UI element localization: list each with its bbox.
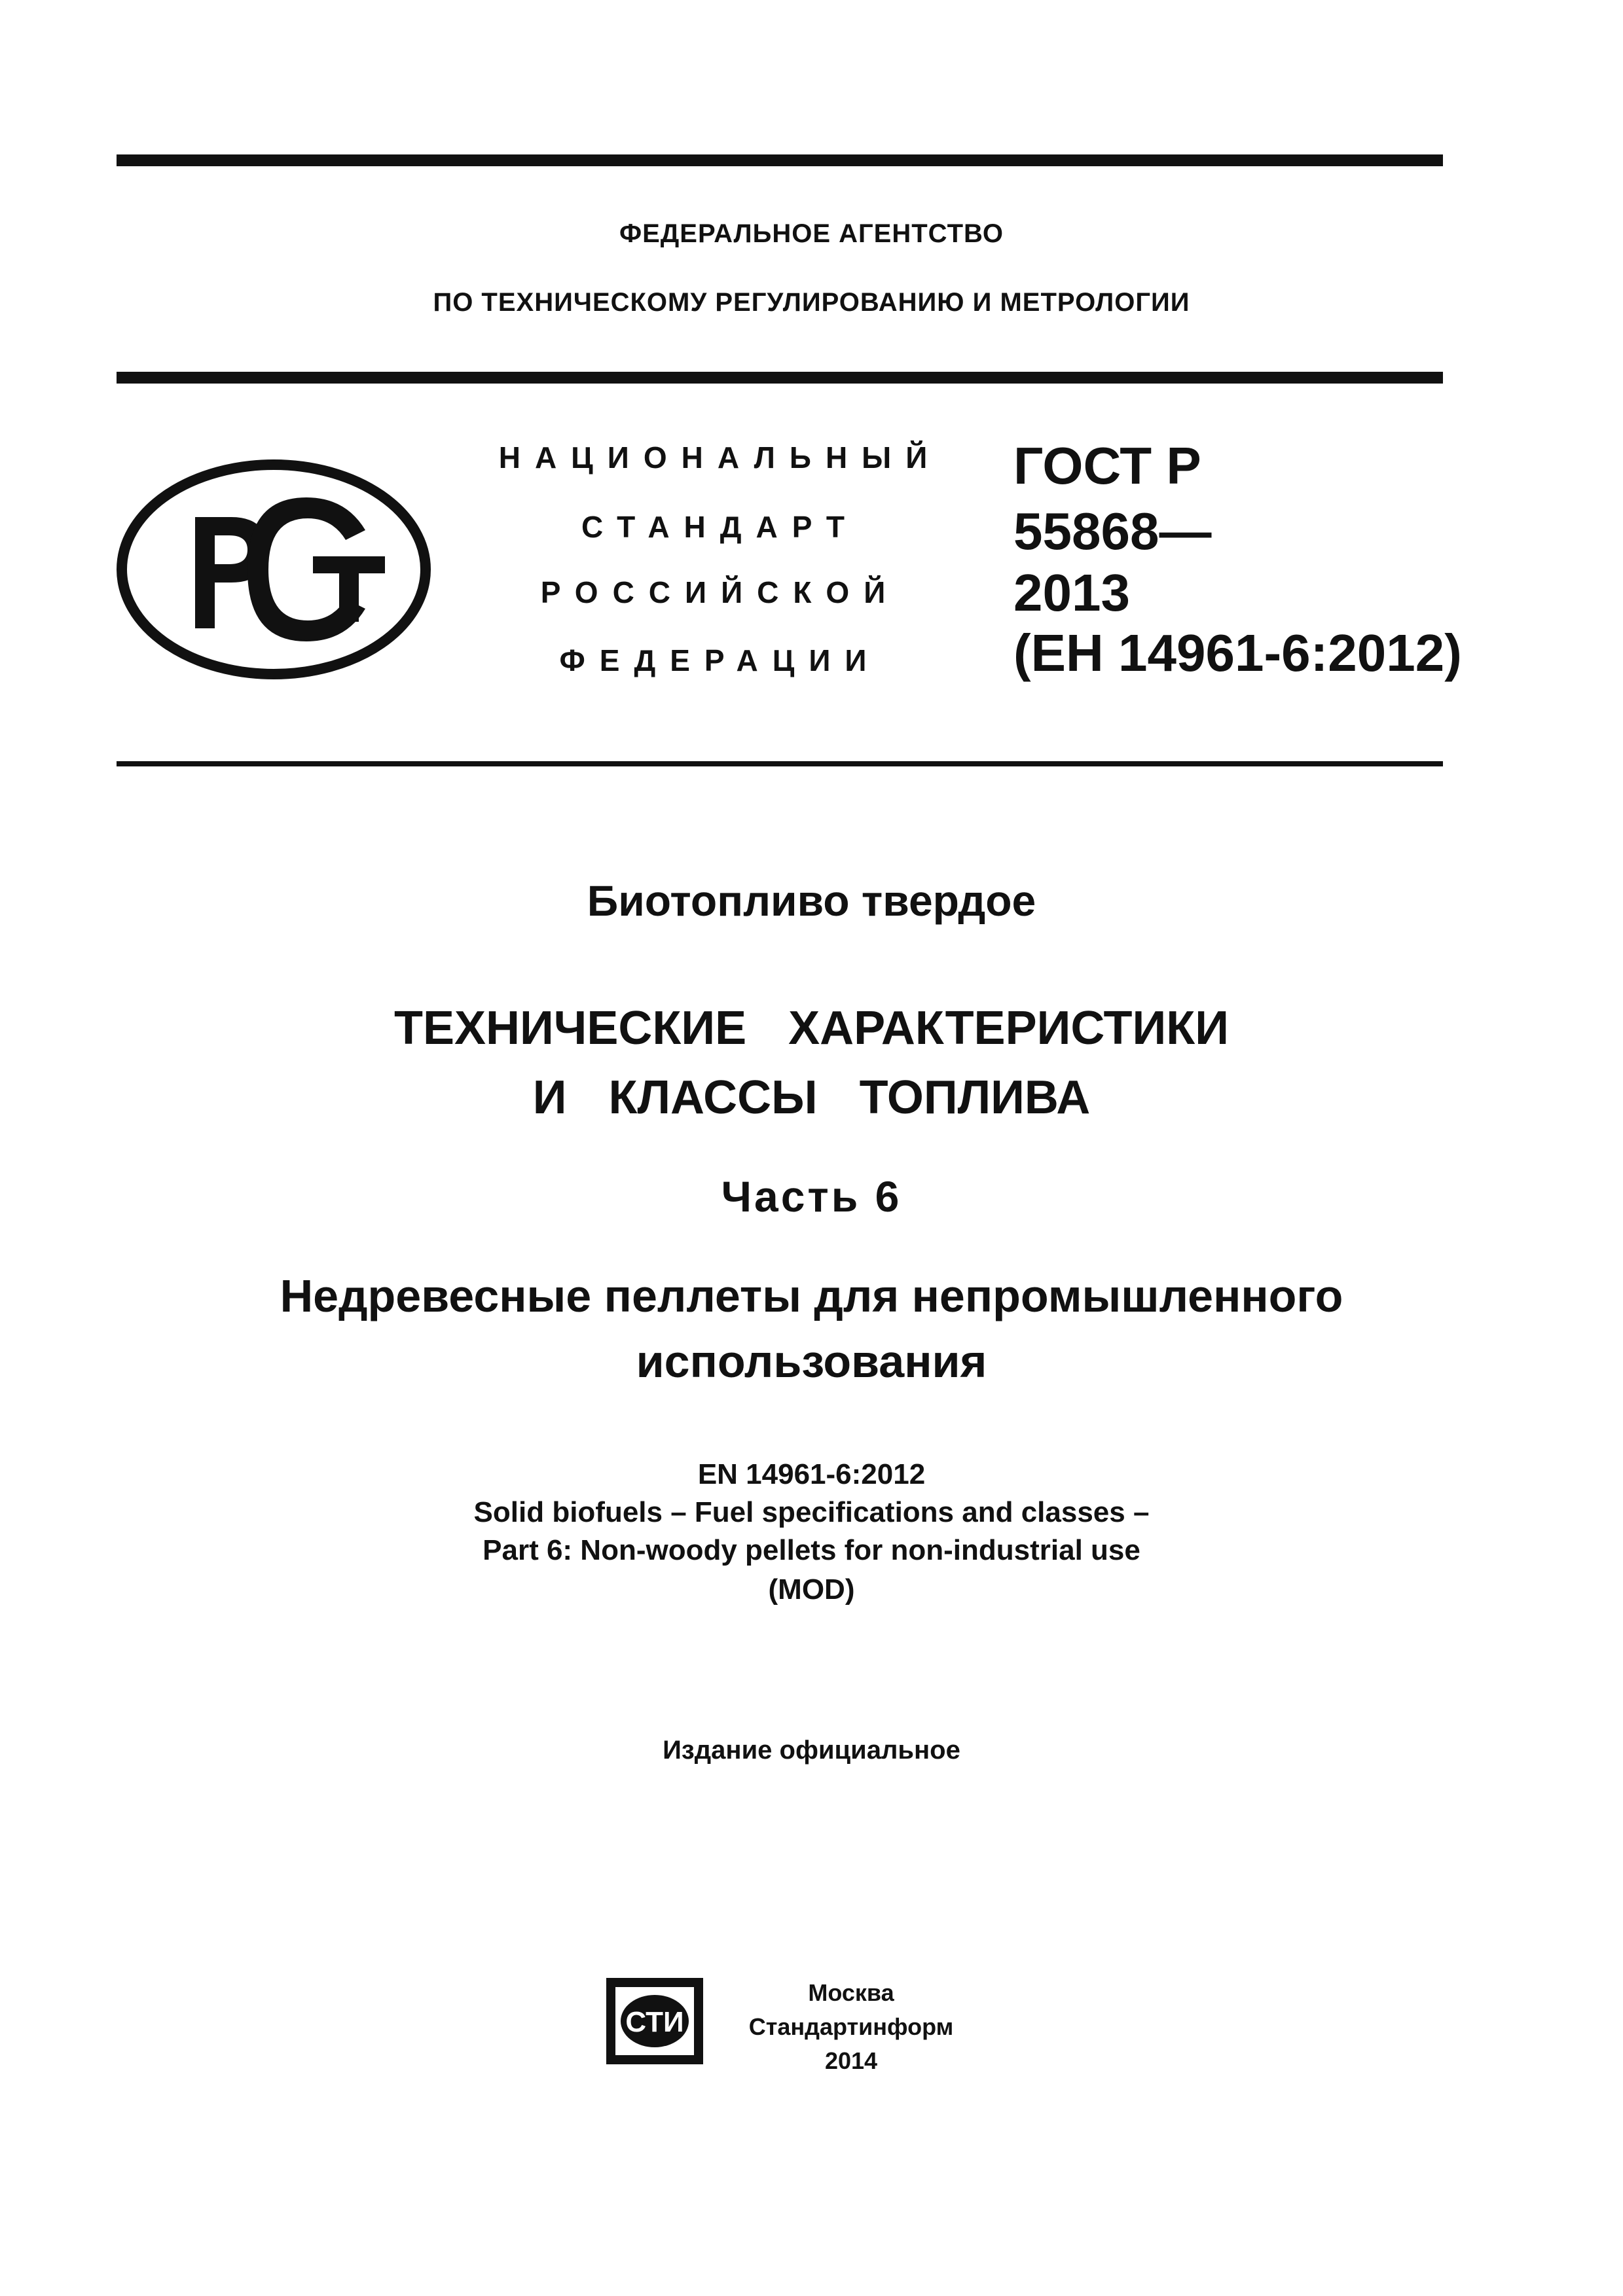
main-title-line-2: И КЛАССЫ ТОПЛИВА [532, 1071, 1091, 1124]
header-rule [117, 372, 1443, 384]
subject-title: Биотопливо твердое [587, 876, 1036, 925]
title-rule [117, 761, 1443, 766]
rst-conformity-mark-icon [117, 458, 431, 681]
publisher-year: 2014 [824, 2047, 878, 2074]
standard-type-line-4: ФЕДЕРАЦИИ [559, 643, 881, 677]
publisher-city: Москва [808, 1979, 894, 2006]
standard-type-line-1: НАЦИОНАЛЬНЫЙ [498, 440, 942, 475]
designation-line-3: 2013 [1013, 564, 1130, 622]
english-line-3: Part 6: Non-woody pellets for non-industrial use [483, 1534, 1140, 1566]
standard-type-line-3: РОССИЙСКОЙ [540, 575, 900, 609]
agency-line-2: ПО ТЕХНИЧЕСКОМУ РЕГУЛИРОВАНИЮ И МЕТРОЛОГИИ [433, 288, 1190, 317]
agency-line-1: ФЕДЕРАЛЬНОЕ АГЕНТСТВО [619, 219, 1004, 248]
designation-line-2: 55868— [1013, 502, 1212, 560]
top-rule [117, 154, 1443, 166]
designation-line-1: ГОСТ Р [1013, 437, 1201, 495]
english-line-4: (MOD) [768, 1573, 855, 1605]
subtitle-line-1: Недревесные пеллеты для непромышленного [280, 1270, 1343, 1321]
english-line-1: EN 14961-6:2012 [697, 1458, 926, 1490]
part-title: Часть 6 [721, 1172, 902, 1221]
publisher-name: Стандартинформ [748, 2013, 954, 2040]
main-title-line-1: ТЕХНИЧЕСКИЕ ХАРАКТЕРИСТИКИ [394, 1002, 1229, 1054]
publisher-logo-text: СТИ [625, 2006, 684, 2038]
standard-type-line-2: СТАНДАРТ [581, 510, 859, 544]
designation-line-4: (ЕН 14961-6:2012) [1013, 624, 1462, 682]
logo-text: РСТ [117, 458, 118, 459]
edition-label: Издание официальное [663, 1736, 960, 1765]
standartinform-logo-icon [602, 1971, 707, 2070]
english-line-2: Solid biofuels – Fuel specifications and classes – [473, 1496, 1150, 1528]
subtitle-line-2: использования [636, 1336, 987, 1387]
